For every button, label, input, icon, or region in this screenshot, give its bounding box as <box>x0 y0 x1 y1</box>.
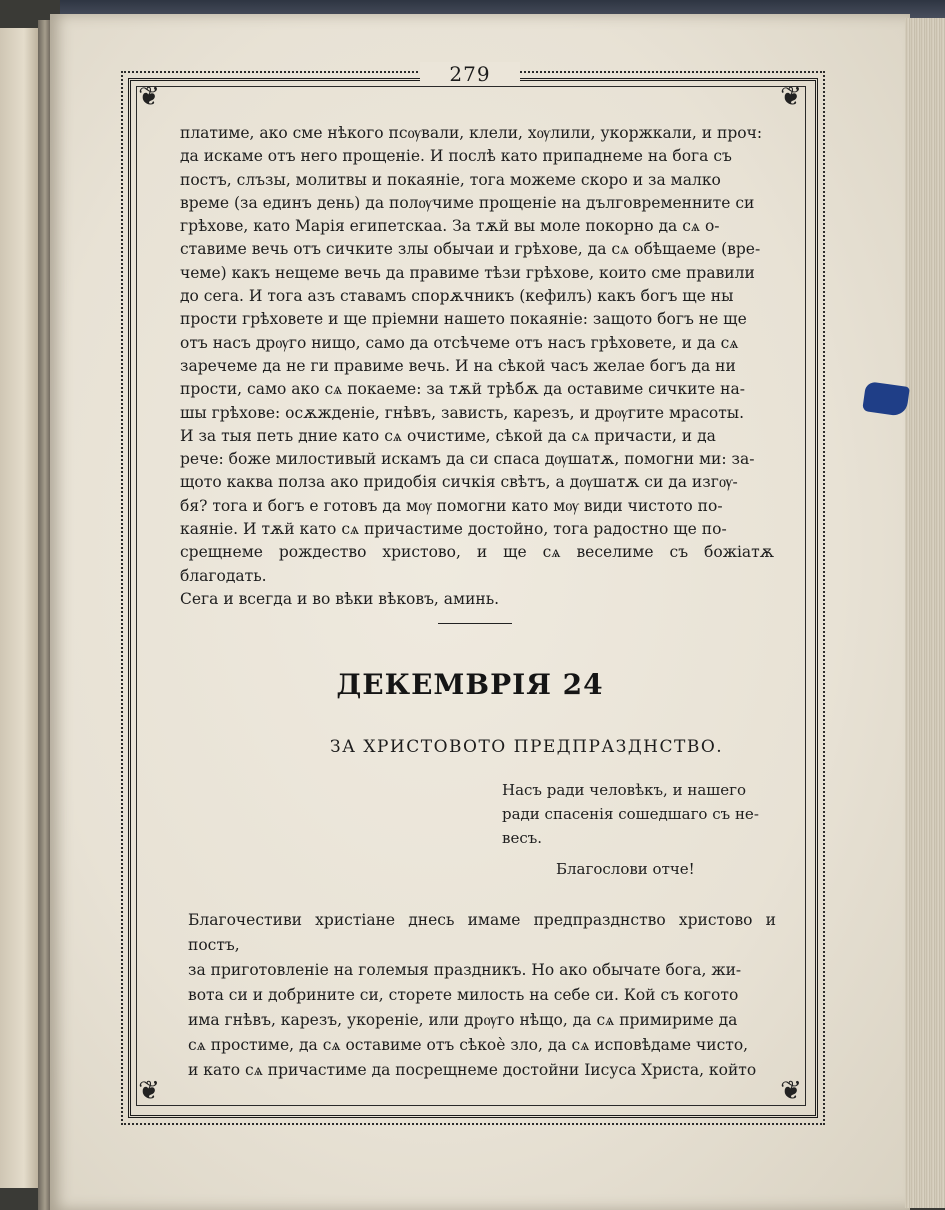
text-line: платиме, ако сме нѣкого псѹвали, клели, хѹлили, укоржкали, и проч: <box>180 124 763 142</box>
epigraph-line: Насъ ради человѣкъ, и нашего <box>502 781 746 799</box>
section-divider <box>438 623 512 624</box>
text-line: сѧ простиме, да сѧ оставиме отъ сѣкоѐ зло, да сѧ исповѣдаме чисто, <box>188 1036 749 1054</box>
text-line: има гнѣвъ, карезъ, укореніе, или дрѹго нѣщо, да сѧ примириме да <box>188 1011 738 1029</box>
epigraph <box>502 778 772 850</box>
corner-ornament-icon: ❦ <box>780 82 802 112</box>
text-line: ставиме вечь отъ сичките злы обычаи и грѣхове, да сѧ обѣщаеме (вре- <box>180 240 761 259</box>
text-line: срещнеме рождество христово, и ще сѧ веселиме съ божіатѫ благодать. <box>180 543 774 585</box>
text-line: Благочестиви христіане днесь имаме предпразднство христово и постъ, <box>188 911 776 954</box>
text-line: време (за единъ день) да полѹчиме прощеніе на дълговременните си <box>180 193 755 212</box>
text-line: щото каква полза ако придобія сичкія свѣтъ, а дѹшатѫ си да изгѹ- <box>180 473 738 492</box>
page-number: 279 <box>420 62 520 86</box>
text-block-1 <box>180 122 774 611</box>
epigraph-line: ради спасенія сошедшаго съ не- <box>502 805 759 823</box>
epigraph-line: весъ. <box>502 829 543 847</box>
blessing: Благослови отче! <box>556 860 695 878</box>
text-line: и като сѧ причастиме да посрещнеме достойни Іисуса Христа, който <box>188 1061 757 1079</box>
text-line: отъ насъ дрѹго нищо, само да отсѣчеме отъ насъ грѣховете, и да сѧ <box>180 333 739 352</box>
text-line: Сега и всегда и во вѣки вѣковъ, аминь. <box>180 589 500 608</box>
text-line: каяніе. И тѫй като сѧ причастиме достойно, тога радостно ще по- <box>180 520 727 539</box>
text-line: шы грѣхове: осѫжденіе, гнѣвъ, зависть, карезъ, и дрѹгите мрасоты. <box>180 403 745 422</box>
text-line: вота си и добрините си, сторете милость на себе си. Кой съ когото <box>188 986 739 1004</box>
text-line: чеме) какъ нещеме вечь да правиме тѣзи грѣхове, които сме правили <box>180 263 755 282</box>
text-block-2 <box>188 908 776 1083</box>
text-line: прости, само ако сѧ покаеме: за тѫй трѣбѫ да оставиме сичките на- <box>180 380 745 399</box>
left-page-edge <box>0 28 42 1188</box>
text-line: за приготовленіе на големыя праздникъ. Но ако обычате бога, жи- <box>188 961 742 979</box>
section-heading: ДЕКЕМВРІЯ 24 <box>336 668 604 701</box>
page-edges <box>905 18 945 1208</box>
bookmark-tab[interactable] <box>862 381 910 417</box>
text-line: постъ, слъзы, молитвы и покаяніе, тога можеме скоро и за малко <box>180 170 721 189</box>
corner-ornament-icon: ❦ <box>138 1076 160 1106</box>
text-line: бя? тога и богъ е готовъ да мѹ помогни като мѹ види чистото по- <box>180 496 723 515</box>
text-line: заречеме да не ги правиме вечь. И на сѣкой часъ желае богъ да ни <box>180 356 736 375</box>
text-line: грѣхове, като Марія египетскаа. За тѫй вы моле покорно да сѧ о- <box>180 217 720 236</box>
text-line: рече: боже милостивый искамъ да си спаса дѹшатѫ, помогни ми: за- <box>180 450 755 469</box>
corner-ornament-icon: ❦ <box>138 82 160 112</box>
text-line: прости грѣховете и ще пріемни нашето покаяніе: защото богъ не ще <box>180 310 747 329</box>
text-line: до сега. И тога азъ ставамъ спорѫчникъ (кефилъ) какъ богъ ще ны <box>180 287 734 306</box>
text-line: да искаме отъ него прощеніе. И послѣ като припаднеме на бога съ <box>180 147 732 166</box>
text-line: И за тыя петь дние като сѧ очистиме, сѣкой да сѧ причасти, и да <box>180 426 716 445</box>
corner-ornament-icon: ❦ <box>780 1076 802 1106</box>
section-subtitle: ЗА ХРИСТОВОТО ПРЕДПРАЗДНСТВО. <box>330 737 724 757</box>
